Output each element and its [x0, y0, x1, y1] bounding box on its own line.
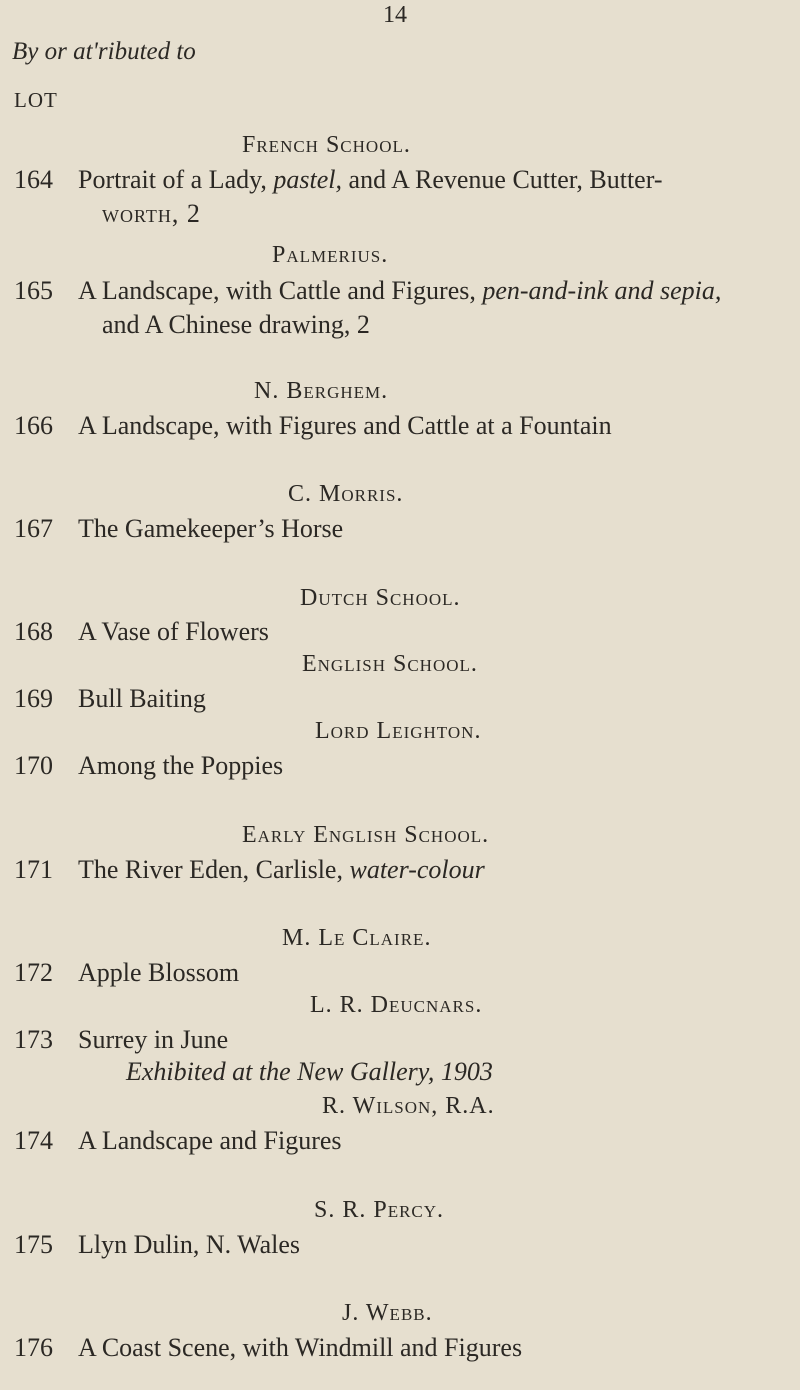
artist-name: M. Le Claire.: [282, 925, 432, 951]
artist-name: L. R. Deucnars.: [310, 992, 483, 1018]
lot-column-label: LOT: [14, 88, 58, 112]
artist-name: C. Morris.: [288, 481, 404, 507]
lot-title: The Gamekeeper’s Horse: [78, 514, 344, 543]
lot-number: 174: [14, 1126, 53, 1155]
page-number: 14: [383, 2, 407, 28]
lot-number: 172: [14, 958, 53, 987]
lot-title: A Landscape, with Cattle and Figures, pen-and-ink and sepia,: [78, 276, 722, 305]
lot-title: A Vase of Flowers: [78, 617, 269, 646]
lot-number: 165: [14, 276, 53, 305]
lot-title: Apple Blossom: [78, 958, 240, 987]
artist-name: Lord Leighton.: [315, 718, 482, 744]
lot-title: Bull Baiting: [78, 684, 206, 713]
lot-title: Surrey in June: [78, 1025, 229, 1054]
artist-name: Early English School.: [242, 822, 490, 848]
lot-number: 166: [14, 411, 53, 440]
lot-title: The River Eden, Carlisle, water-colour: [78, 855, 485, 884]
lot-title: A Coast Scene, with Windmill and Figures: [78, 1333, 523, 1362]
artist-name: S. R. Percy.: [314, 1197, 445, 1223]
lot-title-continuation: and A Chinese drawing, 2: [102, 310, 370, 339]
lot-number: 168: [14, 617, 53, 646]
lot-number: 171: [14, 855, 53, 884]
lot-title-continuation: worth, 2: [102, 199, 201, 228]
lot-title: Portrait of a Lady, pastel, and A Revenue Cutter, Butter-: [78, 165, 663, 194]
lot-title: Among the Poppies: [78, 751, 284, 780]
lot-title: Llyn Dulin, N. Wales: [78, 1230, 301, 1259]
lot-number: 176: [14, 1333, 53, 1362]
artist-name: Palmerius.: [272, 242, 389, 268]
lot-number: 167: [14, 514, 53, 543]
artist-name: Dutch School.: [300, 585, 461, 611]
page-heading: By or at'ributed to: [12, 38, 196, 65]
lot-title: A Landscape, with Figures and Cattle at a Fountain: [78, 411, 612, 440]
lot-number: 164: [14, 165, 53, 194]
lot-number: 175: [14, 1230, 53, 1259]
artist-name: J. Webb.: [342, 1300, 433, 1326]
lot-number: 169: [14, 684, 53, 713]
artist-name: R. Wilson, R.A.: [322, 1093, 495, 1119]
artist-name: N. Bergheм.: [254, 378, 389, 404]
exhibition-note: Exhibited at the New Gallery, 1903: [126, 1057, 493, 1086]
artist-name: French School.: [242, 132, 411, 158]
lot-title: A Landscape and Figures: [78, 1126, 342, 1155]
lot-number: 173: [14, 1025, 53, 1054]
lot-number: 170: [14, 751, 53, 780]
artist-name: English School.: [302, 651, 478, 677]
